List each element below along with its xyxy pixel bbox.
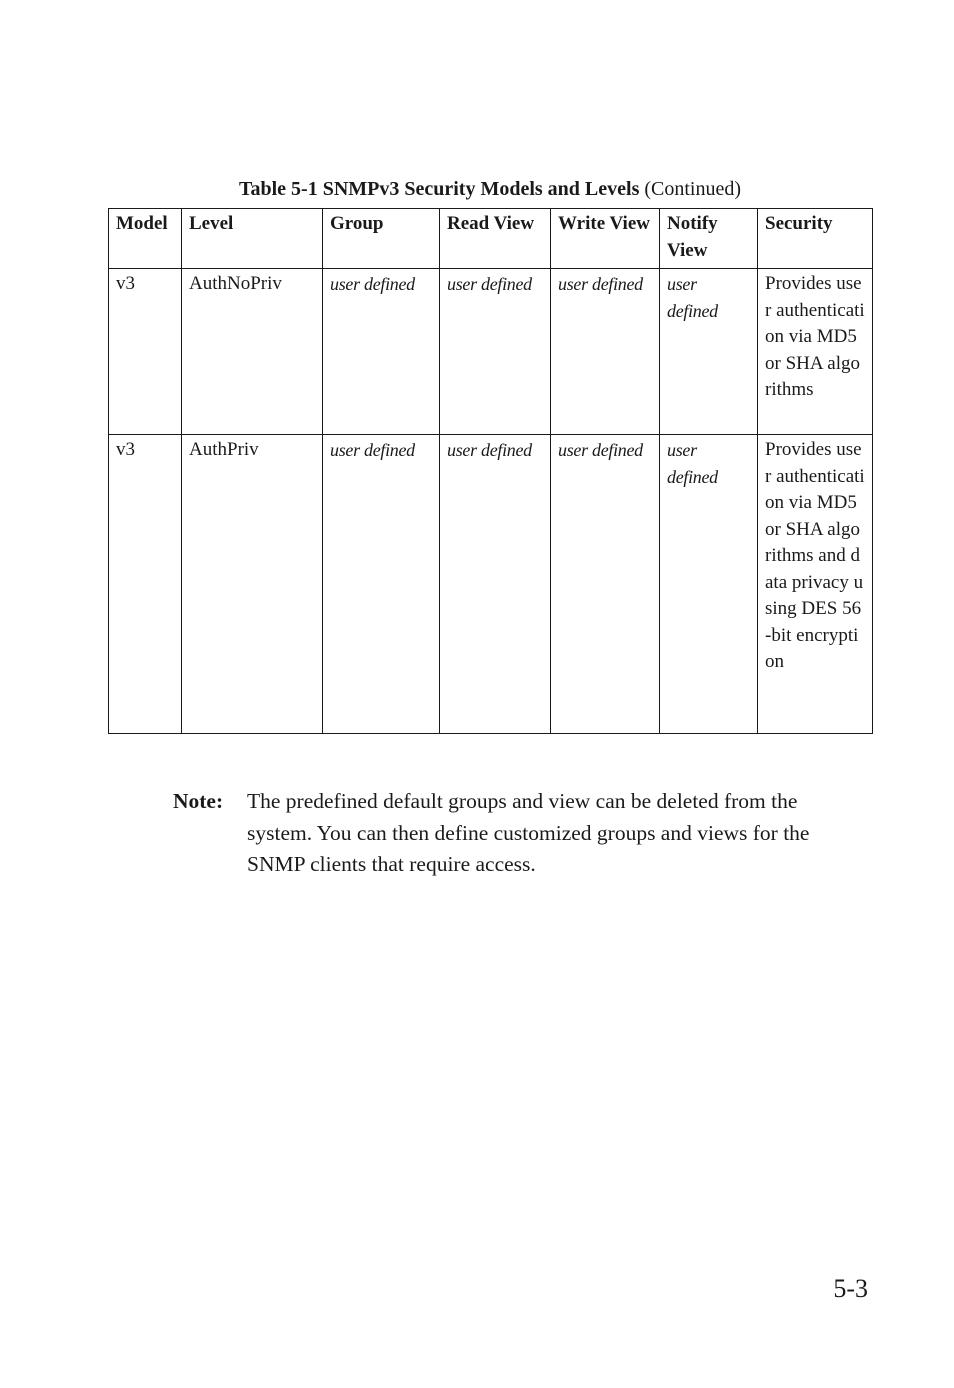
cell-write-view: user defined bbox=[551, 269, 660, 435]
cell-level: AuthPriv bbox=[182, 435, 323, 734]
header-level: Level bbox=[182, 209, 323, 269]
cell-read-view: user defined bbox=[440, 269, 551, 435]
cell-group: user defined bbox=[323, 269, 440, 435]
note-block bbox=[173, 786, 873, 881]
cell-model: v3 bbox=[109, 269, 182, 435]
cell-group: user defined bbox=[323, 435, 440, 734]
cell-read-view: user defined bbox=[440, 435, 551, 734]
header-read-view: Read View bbox=[440, 209, 551, 269]
note-label: Note: bbox=[173, 789, 224, 813]
table-caption bbox=[108, 176, 872, 202]
table-caption-suffix: (Continued) bbox=[639, 178, 742, 200]
cell-notify-view: user defined bbox=[660, 435, 758, 734]
header-security: Security bbox=[758, 209, 873, 269]
table-caption-label: Table 5-1 SNMPv3 Security Models and Levels bbox=[238, 178, 640, 200]
header-model: Model bbox=[109, 209, 182, 269]
cell-level: AuthNoPriv bbox=[182, 269, 323, 435]
table-header-row bbox=[109, 209, 873, 269]
header-group: Group bbox=[323, 209, 440, 269]
snmp-security-table bbox=[108, 208, 873, 734]
cell-notify-view: user defined bbox=[660, 269, 758, 435]
cell-model: v3 bbox=[109, 435, 182, 734]
note-text: The predefined default groups and view can be deleted from the system. You can then define customized groups and views for the SNMP clients that require access. bbox=[247, 789, 810, 876]
cell-security: Provides user authentication via MD5 or SHA algorithms and data privacy using DES 56-bit encryption bbox=[758, 435, 873, 734]
header-write-view: Write View bbox=[551, 209, 660, 269]
table-row bbox=[109, 435, 873, 734]
cell-security: Provides user authentication via MD5 or SHA algorithms bbox=[758, 269, 873, 435]
table-row bbox=[109, 269, 873, 435]
cell-write-view: user defined bbox=[551, 435, 660, 734]
header-notify-view: Notify View bbox=[660, 209, 758, 269]
page-number: 5-3 bbox=[833, 1274, 868, 1303]
